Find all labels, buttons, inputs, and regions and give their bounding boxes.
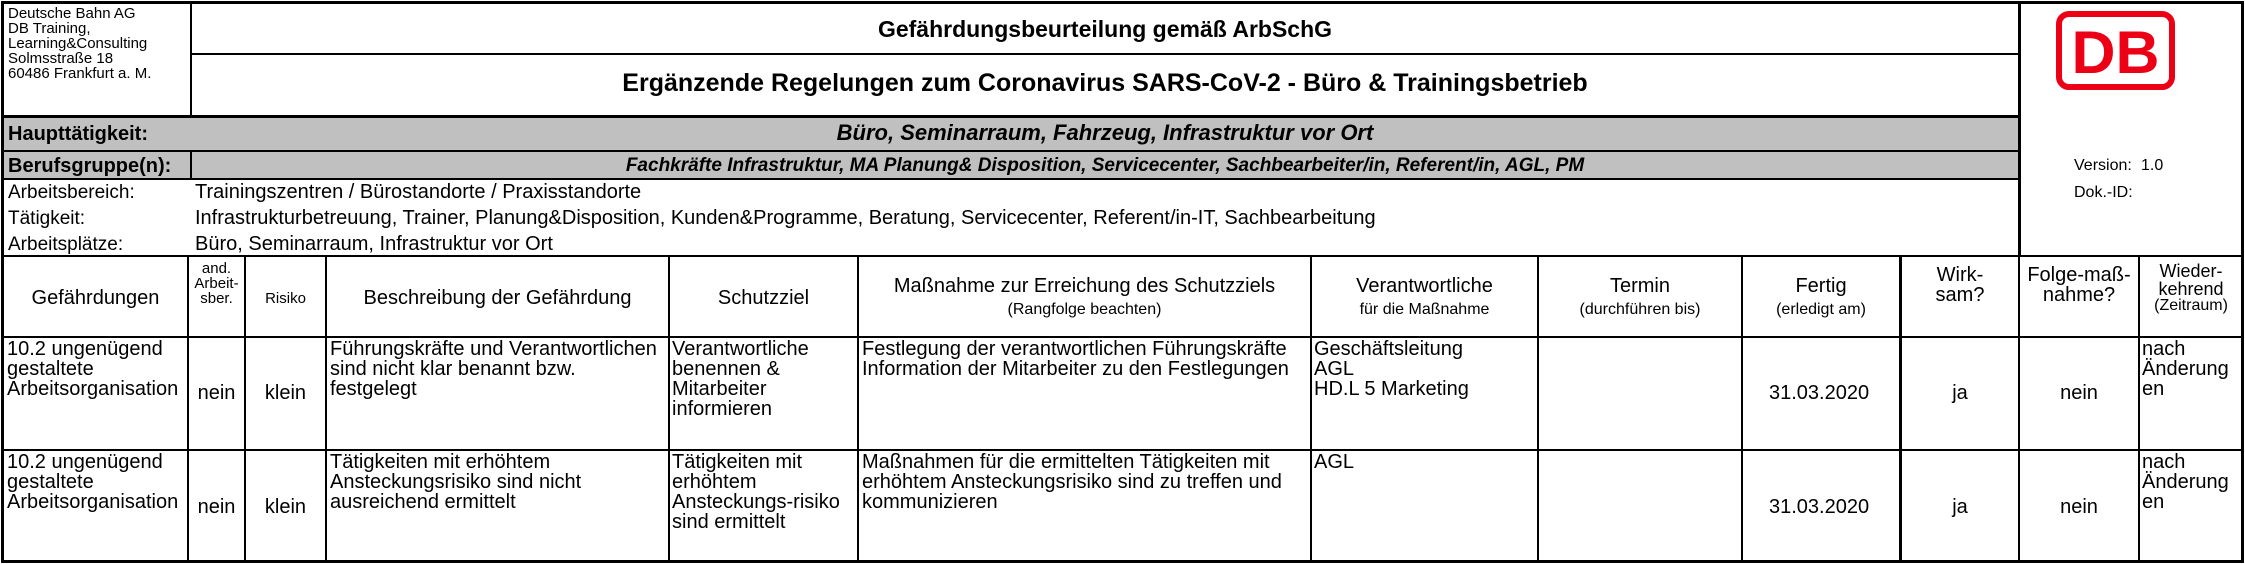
col-header-beschreibung: Beschreibung der Gefährdung	[363, 287, 632, 309]
cell-line: Maßnahmen für die ermittelten Tätigkeiten mit	[862, 451, 1270, 473]
cell-line: sind ermittelt	[672, 511, 786, 533]
divider	[4, 150, 2020, 152]
cell-line: kommunizieren	[862, 491, 998, 513]
col-header-line: Wieder-	[2159, 261, 2223, 281]
table-row-2-schutzziel	[672, 452, 840, 532]
cell-line: Ansteckungs-risiko	[672, 491, 840, 513]
berufsgruppe-label: Berufsgruppe(n):	[8, 155, 172, 177]
col-header-subline: (Rangfolge beachten)	[1007, 301, 1162, 318]
col-header-line: kehrend	[2158, 279, 2224, 299]
col-header-line: Verantwortliche	[1356, 275, 1493, 297]
cell-line: Änderung	[2142, 358, 2229, 380]
cell-line: benennen &	[672, 358, 780, 380]
company-line: Learning&Consulting	[8, 35, 148, 52]
version-label: Version:	[2074, 157, 2132, 174]
cell-line: erhöhtem Ansteckungsrisiko sind zu treffen und	[862, 471, 1282, 493]
haupttaetigkeit-value: Büro, Seminarraum, Fahrzeug, Infrastruktur vor Ort	[836, 120, 1374, 145]
cell-line: Tätigkeiten mit erhöhtem	[330, 451, 551, 473]
arbeitsplaetze-label: Arbeitsplätze:	[8, 234, 124, 255]
table-row-2-and: nein	[197, 496, 236, 518]
col-header-line: Wirk-	[1936, 264, 1984, 286]
cell-line: Tätigkeiten mit	[672, 451, 803, 473]
version-value: 1.0	[2141, 157, 2164, 174]
table-row-2-verantwortliche	[1314, 452, 1354, 472]
col-header-wiederkehrend	[2140, 262, 2242, 314]
company-line: DB Training,	[8, 20, 91, 37]
haupttaetigkeit-label: Haupttätigkeit:	[8, 123, 148, 145]
cell-line: Ansteckungsrisiko sind nicht	[330, 471, 582, 493]
arbeitsbereich-label: Arbeitsbereich:	[8, 182, 135, 203]
table-row-2-beschreibung	[330, 452, 581, 512]
divider	[4, 255, 2242, 257]
db-logo-icon	[2056, 11, 2175, 90]
company-line: 60486 Frankfurt a. M.	[8, 65, 152, 82]
cell-line: 10.2 ungenügend	[7, 451, 163, 473]
divider	[4, 178, 2020, 180]
cell-line: Führungskräfte und Verantwortlichen	[330, 338, 657, 360]
col-header-termin	[1539, 276, 1741, 318]
divider	[4, 115, 2020, 118]
cell-line: gestaltete	[7, 358, 94, 380]
table-row-2-risiko: klein	[264, 496, 307, 518]
cell-line: en	[2142, 491, 2165, 513]
col-header-line: nahme?	[2042, 284, 2116, 306]
col-header-line: Fertig	[1795, 275, 1847, 297]
col-header-schutzziel: Schutzziel	[717, 287, 810, 309]
table-row-2-wirksam: ja	[1952, 496, 1968, 518]
cell-line: festgelegt	[330, 378, 417, 400]
table-row-1-massnahme	[862, 339, 1289, 379]
cell-line: nach	[2142, 451, 2186, 473]
cell-line: Mitarbeiter	[672, 378, 767, 400]
db-logo-text: DB	[2071, 19, 2160, 86]
col-header-gefaehrdungen: Gefährdungen	[31, 287, 160, 309]
col-header-risiko: Risiko	[265, 290, 306, 307]
table-row-1-wirksam: ja	[1952, 382, 1968, 404]
cell-line: nach	[2142, 338, 2186, 360]
col-header-line: Maßnahme zur Erreichung des Schutzziels	[893, 275, 1276, 297]
cell-line: 10.2 ungenügend	[7, 338, 163, 360]
table-row-2-massnahme	[862, 452, 1282, 512]
table-row-2-wiederkehrend	[2142, 452, 2229, 512]
divider	[190, 53, 2020, 55]
company-line: Solmsstraße 18	[8, 50, 114, 67]
dok-id-label: Dok.-ID:	[2074, 184, 2133, 201]
document-subtitle: Ergänzende Regelungen zum Coronavirus SARS-CoV-2 - Büro & Trainingsbetrieb	[622, 69, 1588, 97]
col-header-subline: für die Maßnahme	[1359, 301, 1490, 318]
company-address	[8, 6, 188, 81]
col-header-folgemassnahme	[2020, 265, 2138, 305]
cell-line: Arbeitsorganisation	[7, 491, 179, 513]
cell-line: Festlegung der verantwortlichen Führungskräfte	[862, 338, 1287, 360]
cell-line: Änderung	[2142, 471, 2229, 493]
col-header-line: Arbeit-	[194, 275, 239, 292]
cell-line: AGL	[1314, 451, 1355, 473]
table-row-1-wiederkehrend	[2142, 339, 2229, 399]
col-header-line: Termin	[1609, 275, 1670, 297]
arbeitsbereich-value: Trainingszentren / Bürostandorte / Praxisstandorte	[195, 181, 642, 203]
table-row-2-folgemassnahme: nein	[2060, 496, 2098, 518]
table-row-1-and: nein	[197, 382, 236, 404]
col-header-subline: (durchführen bis)	[1579, 301, 1701, 318]
cell-line: HD.L 5 Marketing	[1314, 378, 1469, 400]
berufsgruppe-value: Fachkräfte Infrastruktur, MA Planung& Disposition, Servicecenter, Sachbearbeiter/in, Referent/in, AGL, PM	[625, 155, 1585, 176]
taetigkeit-value: Infrastrukturbetreuung, Trainer, Planung&Disposition, Kunden&Programme, Beratung, Servicecenter, Referent/in-IT, Sachbearbeitung	[195, 207, 1376, 229]
cell-line: sind nicht klar benannt bzw.	[330, 358, 576, 380]
col-header-wirksam	[1902, 265, 2018, 305]
table-row-1-beschreibung	[330, 339, 657, 399]
table-row-1-risiko: klein	[264, 382, 307, 404]
cell-line: informieren	[672, 398, 773, 420]
arbeitsplaetze-value: Büro, Seminarraum, Infrastruktur vor Ort	[195, 233, 553, 255]
divider	[2018, 4, 2021, 256]
cell-line: en	[2142, 378, 2165, 400]
taetigkeit-label: Tätigkeit:	[8, 208, 86, 229]
company-line: Deutsche Bahn AG	[8, 5, 136, 22]
table-row-1-fertig: 31.03.2020	[1769, 382, 1870, 404]
cell-line: erhöhtem	[672, 471, 757, 493]
col-header-line: sber.	[200, 290, 233, 307]
document-title: Gefährdungsbeurteilung gemäß ArbSchG	[877, 16, 1333, 42]
table-row-1-verantwortliche	[1314, 339, 1469, 399]
col-header-massnahme	[859, 276, 1310, 318]
table-row-1-gefaehrdung	[7, 339, 178, 399]
col-header-line: sam?	[1935, 284, 1985, 306]
cell-line: AGL	[1314, 358, 1355, 380]
col-header-verantwortliche	[1312, 276, 1537, 318]
col-header-and-arbeitsber	[189, 261, 244, 306]
cell-line: Information der Mitarbeiter zu den Festlegungen	[862, 358, 1289, 380]
table-row-1-schutzziel	[672, 339, 809, 419]
cell-line: Verantwortliche	[672, 338, 809, 360]
cell-line: gestaltete	[7, 471, 94, 493]
cell-line: Geschäftsleitung	[1314, 338, 1463, 360]
col-header-fertig	[1743, 276, 1899, 318]
cell-line: Arbeitsorganisation	[7, 378, 179, 400]
table-row-2-fertig: 31.03.2020	[1769, 496, 1870, 518]
col-header-subline: (erledigt am)	[1776, 301, 1866, 318]
col-header-line: Folge-maß-	[2027, 264, 2131, 286]
col-header-line: and.	[201, 260, 232, 277]
table-row-2-gefaehrdung	[7, 452, 178, 512]
table-row-1-folgemassnahme: nein	[2060, 382, 2098, 404]
cell-line: ausreichend ermittelt	[330, 491, 516, 513]
col-header-line: (Zeitraum)	[2154, 297, 2228, 314]
